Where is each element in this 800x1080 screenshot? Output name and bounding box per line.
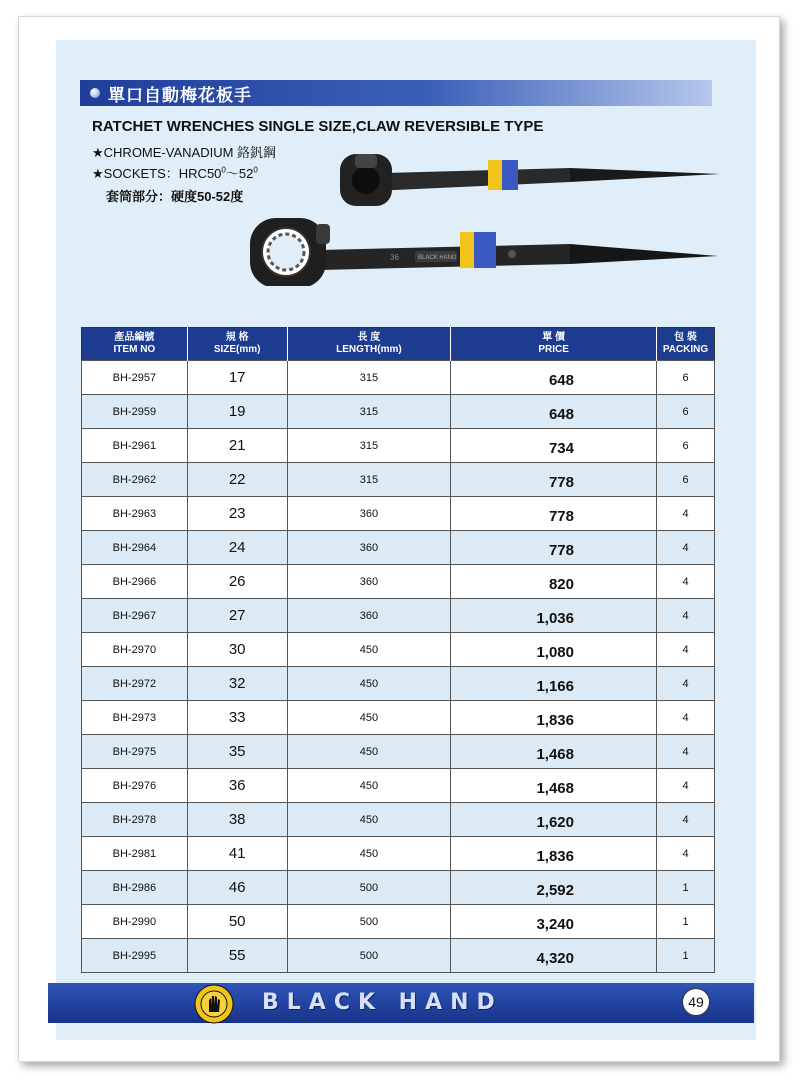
size-cell: 50 [187, 905, 287, 939]
packing-cell: 1 [657, 871, 715, 905]
page-title: 單口自動梅花板手 [108, 85, 252, 105]
title-bar [80, 80, 712, 106]
size-cell: 24 [187, 531, 287, 565]
size-cell: 17 [187, 361, 287, 395]
length-cell: 450 [287, 837, 451, 871]
footer-brand: BLACK HAND [262, 990, 503, 1015]
price-cell: 820 [451, 565, 657, 599]
item-cell: BH-2970 [82, 633, 188, 667]
table-row [82, 633, 715, 667]
header-size: 規 格 SIZE(mm) [187, 328, 287, 361]
size-cell: 22 [187, 463, 287, 497]
packing-cell: 6 [657, 429, 715, 463]
length-cell: 360 [287, 599, 451, 633]
header-item-no: 產品編號 ITEM NO [82, 328, 188, 361]
price-cell: 1,166 [451, 667, 657, 701]
length-cell: 360 [287, 565, 451, 599]
packing-cell: 4 [657, 599, 715, 633]
size-cell: 46 [187, 871, 287, 905]
wrench-lower [250, 218, 718, 286]
product-subtitle: RATCHET WRENCHES SINGLE SIZE,CLAW REVERSIBLE TYPE [92, 118, 544, 135]
price-cell: 1,468 [451, 769, 657, 803]
table-header-row [82, 328, 715, 361]
length-cell: 450 [287, 633, 451, 667]
item-cell: BH-2978 [82, 803, 188, 837]
length-cell: 450 [287, 667, 451, 701]
price-cell: 778 [451, 463, 657, 497]
length-cell: 500 [287, 871, 451, 905]
table-row [82, 361, 715, 395]
length-cell: 360 [287, 531, 451, 565]
item-cell: BH-2961 [82, 429, 188, 463]
table-row [82, 735, 715, 769]
price-table [81, 327, 715, 973]
packing-cell: 4 [657, 803, 715, 837]
price-cell: 648 [451, 395, 657, 429]
degree-mark: 0 [253, 165, 258, 175]
packing-cell: 4 [657, 531, 715, 565]
length-cell: 315 [287, 395, 451, 429]
item-cell: BH-2973 [82, 701, 188, 735]
item-cell: BH-2966 [82, 565, 188, 599]
packing-cell: 4 [657, 633, 715, 667]
price-cell: 778 [451, 531, 657, 565]
wrench-image [240, 146, 720, 286]
price-cell: 4,320 [451, 939, 657, 973]
item-cell: BH-2990 [82, 905, 188, 939]
spec-sockets-prefix: ★SOCKETS：HRC50 [92, 166, 222, 181]
item-cell: BH-2981 [82, 837, 188, 871]
packing-cell: 6 [657, 463, 715, 497]
price-cell: 734 [451, 429, 657, 463]
price-cell: 778 [451, 497, 657, 531]
item-cell: BH-2962 [82, 463, 188, 497]
length-cell: 315 [287, 429, 451, 463]
item-cell: BH-2976 [82, 769, 188, 803]
table-row [82, 463, 715, 497]
size-cell: 55 [187, 939, 287, 973]
item-cell: BH-2963 [82, 497, 188, 531]
packing-cell: 4 [657, 497, 715, 531]
table-row [82, 565, 715, 599]
table-row [82, 871, 715, 905]
packing-cell: 4 [657, 769, 715, 803]
table-row [82, 497, 715, 531]
table-row [82, 803, 715, 837]
size-cell: 32 [187, 667, 287, 701]
table-row [82, 667, 715, 701]
spec-sockets-mid: ～52 [225, 166, 254, 181]
length-cell: 360 [287, 497, 451, 531]
table-row [82, 905, 715, 939]
item-cell: BH-2995 [82, 939, 188, 973]
packing-cell: 4 [657, 565, 715, 599]
header-length: 長 度 LENGTH(mm) [287, 328, 451, 361]
length-cell: 315 [287, 361, 451, 395]
header-price: 單 價 PRICE [451, 328, 657, 361]
degree-mark: 0 [221, 165, 226, 175]
price-cell: 3,240 [451, 905, 657, 939]
table-row [82, 769, 715, 803]
packing-cell: 4 [657, 667, 715, 701]
packing-cell: 1 [657, 939, 715, 973]
item-cell: BH-2957 [82, 361, 188, 395]
table-row [82, 395, 715, 429]
table-row [82, 531, 715, 565]
table-row [82, 939, 715, 973]
length-cell: 500 [287, 905, 451, 939]
item-cell: BH-2967 [82, 599, 188, 633]
bullet-icon [90, 88, 100, 98]
size-cell: 27 [187, 599, 287, 633]
packing-cell: 4 [657, 837, 715, 871]
header-packing: 包 裝 PACKING [657, 328, 715, 361]
table-row [82, 429, 715, 463]
item-cell: BH-2972 [82, 667, 188, 701]
price-cell: 2,592 [451, 871, 657, 905]
price-cell: 1,036 [451, 599, 657, 633]
length-cell: 500 [287, 939, 451, 973]
price-cell: 1,468 [451, 735, 657, 769]
size-cell: 36 [187, 769, 287, 803]
length-cell: 450 [287, 701, 451, 735]
wrench-size-label: 36 [390, 253, 399, 262]
packing-cell: 4 [657, 701, 715, 735]
spec-hardness: 套筒部分：硬度50-52度 [106, 189, 244, 204]
price-cell: 648 [451, 361, 657, 395]
size-cell: 33 [187, 701, 287, 735]
wrench-brand-label: BLACK HAND [418, 255, 457, 261]
length-cell: 450 [287, 769, 451, 803]
packing-cell: 6 [657, 361, 715, 395]
item-cell: BH-2986 [82, 871, 188, 905]
price-cell: 1,836 [451, 837, 657, 871]
table-row [82, 837, 715, 871]
length-cell: 315 [287, 463, 451, 497]
price-cell: 1,836 [451, 701, 657, 735]
black-hand-logo [194, 984, 234, 1024]
length-cell: 450 [287, 803, 451, 837]
packing-cell: 6 [657, 395, 715, 429]
item-cell: BH-2964 [82, 531, 188, 565]
page-number: 49 [682, 988, 710, 1016]
price-cell: 1,080 [451, 633, 657, 667]
packing-cell: 1 [657, 905, 715, 939]
size-cell: 26 [187, 565, 287, 599]
item-cell: BH-2959 [82, 395, 188, 429]
size-cell: 38 [187, 803, 287, 837]
size-cell: 35 [187, 735, 287, 769]
size-cell: 23 [187, 497, 287, 531]
size-cell: 41 [187, 837, 287, 871]
packing-cell: 4 [657, 735, 715, 769]
length-cell: 450 [287, 735, 451, 769]
table-row [82, 599, 715, 633]
size-cell: 21 [187, 429, 287, 463]
spec-sockets [92, 163, 258, 182]
spec-material: ★CHROME-VANADIUM 鉻釩鋼 [92, 145, 277, 160]
size-cell: 30 [187, 633, 287, 667]
table-row [82, 701, 715, 735]
wrench-upper [340, 154, 720, 206]
item-cell: BH-2975 [82, 735, 188, 769]
price-cell: 1,620 [451, 803, 657, 837]
size-cell: 19 [187, 395, 287, 429]
